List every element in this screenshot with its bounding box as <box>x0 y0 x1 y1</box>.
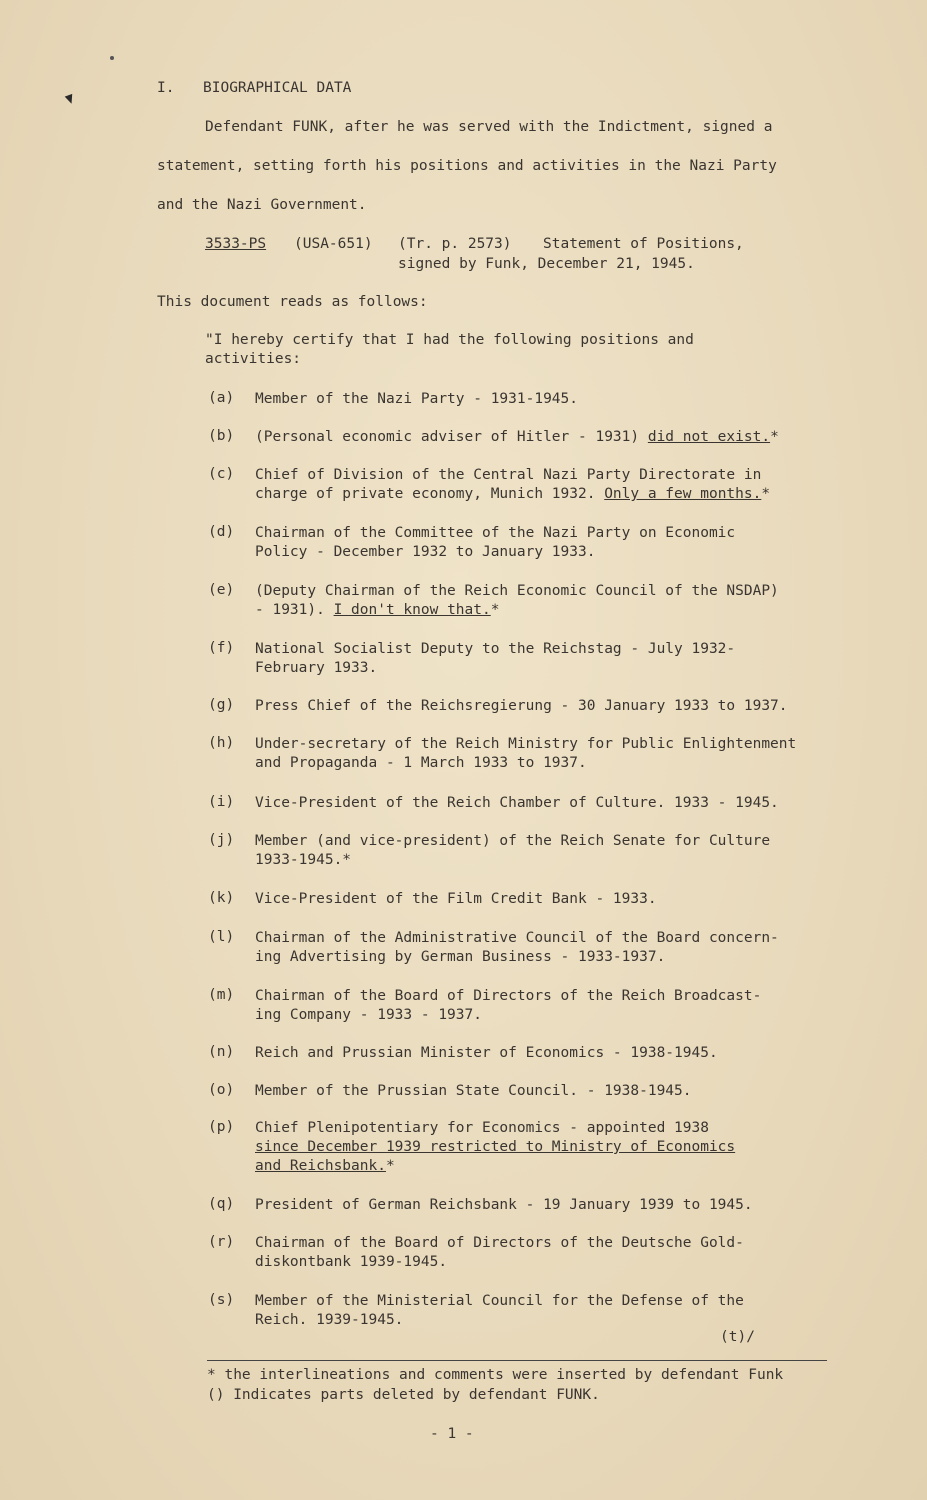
item-f-letter: (f) <box>208 640 235 656</box>
item-h-letter: (h) <box>208 735 235 751</box>
item-k-letter: (k) <box>208 890 235 906</box>
handwritten-note: since December 1939 restricted to Ministry of Economics <box>255 1139 736 1155</box>
item-l-letter: (l) <box>208 929 235 945</box>
continuation-marker: (t)/ <box>720 1329 755 1345</box>
item-o-text: Member of the Prussian State Council. - 1938-1945. <box>255 1083 692 1099</box>
item-f-text: National Socialist Deputy to the Reichstag - July 1932- February 1933. <box>255 641 736 676</box>
item-h-text: Under-secretary of the Reich Ministry for Public Enlightenment and Propaganda - 1 March 1933 to 1937. <box>255 736 797 771</box>
item-j-letter: (j) <box>208 832 235 848</box>
item-o-letter: (o) <box>208 1082 235 1098</box>
citation-desc-2: signed by Funk, December 21, 1945. <box>398 256 695 272</box>
footnote-divider <box>207 1360 827 1361</box>
item-b-text: (Personal economic adviser of Hitler - 1931) did not exist.* <box>255 429 779 445</box>
handwritten-note: Only a few months. <box>604 486 762 502</box>
item-n-text: Reich and Prussian Minister of Economics - 1938-1945. <box>255 1045 718 1061</box>
reads-as-text: This document reads as follows: <box>157 294 428 310</box>
item-p-text: Chief Plenipotentiary for Economics - appointed 1938 since December 1939 restricted to Ministry of Economics and Reichsbank.* <box>255 1120 736 1174</box>
item-n-letter: (n) <box>208 1044 235 1060</box>
item-a-text: Member of the Nazi Party - 1931-1945. <box>255 391 579 407</box>
handwritten-note: did not exist. <box>647 429 771 445</box>
page-number: - 1 - <box>430 1426 474 1442</box>
item-a-letter: (a) <box>208 390 235 406</box>
citation-desc-1: Statement of Positions, <box>543 236 744 252</box>
item-b-letter: (b) <box>208 428 235 444</box>
citation-doc-id: 3533-PS <box>205 236 267 252</box>
item-m-text: Chairman of the Board of Directors of the Reich Broadcast- ing Company - 1933 - 1937. <box>255 988 762 1023</box>
intro-line-3: and the Nazi Government. <box>157 197 367 213</box>
item-k-text: Vice-President of the Film Credit Bank - 1933. <box>255 891 657 907</box>
item-c-letter: (c) <box>208 466 235 482</box>
intro-line-1: Defendant FUNK, after he was served with the Indictment, signed a <box>205 119 773 135</box>
item-r-letter: (r) <box>208 1234 235 1250</box>
ink-speck <box>110 56 114 60</box>
footnote-1: * the interlineations and comments were inserted by defendant Funk <box>207 1367 784 1383</box>
item-i-text: Vice-President of the Reich Chamber of Culture. 1933 - 1945. <box>255 795 779 811</box>
item-j-text: Member (and vice-president) of the Reich Senate for Culture 1933-1945.* <box>255 833 771 868</box>
item-s-letter: (s) <box>208 1292 235 1308</box>
item-p-letter: (p) <box>208 1119 235 1135</box>
citation-transcript: (Tr. p. 2573) <box>398 236 512 252</box>
item-r-text: Chairman of the Board of Directors of the Deutsche Gold- diskontbank 1939-1945. <box>255 1235 744 1270</box>
handwritten-note: and Reichsbank. <box>255 1158 386 1174</box>
item-g-text: Press Chief of the Reichsregierung - 30 January 1933 to 1937. <box>255 698 788 714</box>
item-s-text: Member of the Ministerial Council for the Defense of the Reich. 1939-1945. <box>255 1293 744 1328</box>
item-d-text: Chairman of the Committee of the Nazi Party on Economic Policy - December 1932 to January 1933. <box>255 525 736 560</box>
ink-mark <box>65 94 76 105</box>
section-number: I. <box>157 80 175 96</box>
quote-line-2: activities: <box>205 351 302 367</box>
item-q-text: President of German Reichsbank - 19 January 1939 to 1945. <box>255 1197 753 1213</box>
item-m-letter: (m) <box>208 987 235 1003</box>
item-e-letter: (e) <box>208 582 235 598</box>
quote-line-1: "I hereby certify that I had the following positions and <box>205 332 694 348</box>
item-d-letter: (d) <box>208 524 235 540</box>
citation-exhibit: (USA-651) <box>294 236 373 252</box>
item-q-letter: (q) <box>208 1196 235 1212</box>
item-l-text: Chairman of the Administrative Council of the Board concern- ing Advertising by German Business - 1933-1937. <box>255 930 779 965</box>
item-g-letter: (g) <box>208 697 235 713</box>
intro-line-2: statement, setting forth his positions and activities in the Nazi Party <box>157 158 777 174</box>
item-i-letter: (i) <box>208 794 235 810</box>
item-e-text: (Deputy Chairman of the Reich Economic Council of the NSDAP) - 1931). I don't know that.* <box>255 583 779 618</box>
item-c-text: Chief of Division of the Central Nazi Party Directorate in charge of private economy, Munich 1932. Only a few months.* <box>255 467 771 502</box>
section-title: BIOGRAPHICAL DATA <box>203 80 352 96</box>
footnote-2: () Indicates parts deleted by defendant FUNK. <box>207 1387 600 1403</box>
handwritten-note: I don't know that. <box>333 602 491 618</box>
